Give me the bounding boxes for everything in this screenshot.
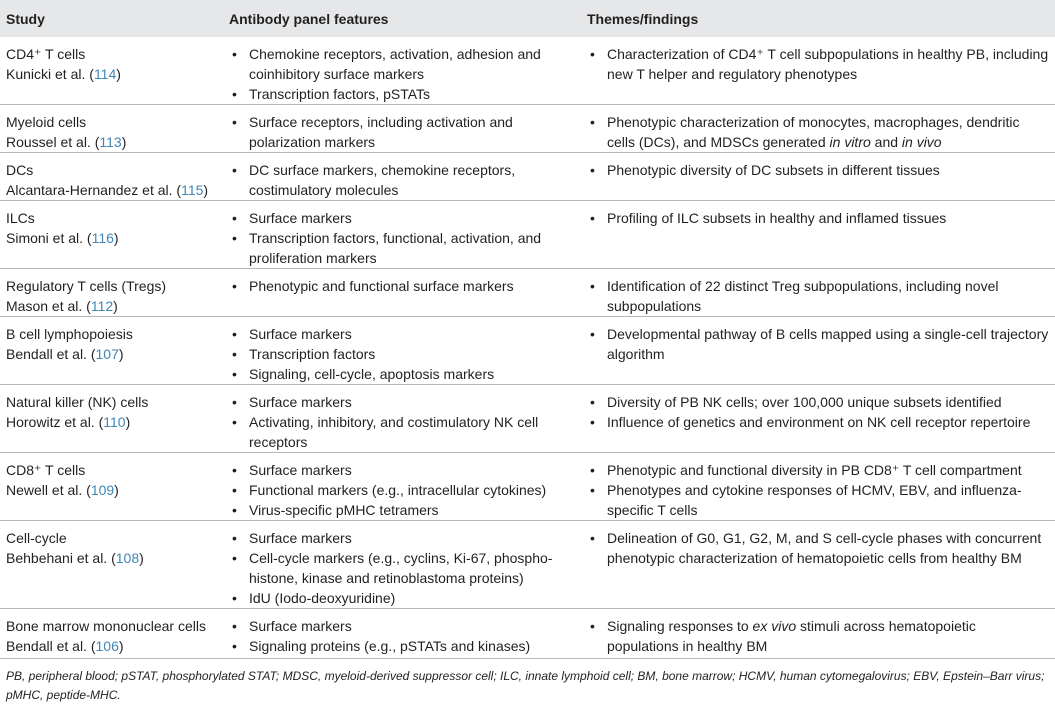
study-cell: [0, 269, 223, 317]
italic-term: ex vivo: [752, 618, 797, 634]
reference-link[interactable]: 109: [90, 482, 115, 498]
study-citation: [6, 636, 217, 656]
study-name: Natural killer (NK) cells: [6, 394, 149, 410]
study-citation: [6, 132, 217, 152]
citation-close: ): [116, 66, 121, 82]
themes-cell: [581, 269, 1055, 317]
header-study: Study: [6, 10, 45, 27]
antibody-list: [229, 276, 575, 296]
list-item: • Surface markers: [229, 324, 575, 344]
themes-list: [587, 160, 1049, 180]
themes-list: [587, 460, 1049, 520]
list-item: • IdU (Iodo-deoxyuridine): [229, 588, 575, 608]
list-item: • Surface receptors, including activation and polarization markers: [229, 112, 575, 152]
text-fragment: Phenotypic characterization of monocytes, macrophages, dendritic cells (DCs), and MDSCs generated: [607, 114, 1020, 150]
themes-list: [587, 208, 1049, 228]
list-item: • Signaling, cell-cycle, apoptosis markers: [229, 364, 575, 384]
study-name: CD8⁺ T cells: [6, 462, 86, 478]
antibody-list: [229, 392, 575, 452]
study-citation: [6, 344, 217, 364]
antibody-cell: [223, 453, 581, 521]
table-body: [0, 37, 1055, 659]
study-authors: Horowitz et al. (: [6, 414, 104, 430]
list-item: • Phenotypic and functional surface markers: [229, 276, 575, 296]
antibody-cell: [223, 521, 581, 609]
antibody-cell: [223, 201, 581, 269]
themes-cell: [581, 317, 1055, 385]
study-authors: Newell et al. (: [6, 482, 91, 498]
list-item: • Surface markers: [229, 528, 575, 548]
list-item: • Virus-specific pMHC tetramers: [229, 500, 575, 520]
antibody-cell: [223, 269, 581, 317]
reference-link[interactable]: 114: [93, 66, 117, 82]
italic-term: in vivo: [901, 134, 942, 150]
table-row: [0, 37, 1055, 105]
study-authors: Kunicki et al. (: [6, 66, 94, 82]
antibody-list: [229, 616, 575, 656]
antibody-cell: [223, 609, 581, 659]
themes-list: [587, 616, 1049, 656]
themes-cell: [581, 153, 1055, 201]
table-row: [0, 609, 1055, 659]
list-item: • Surface markers: [229, 616, 575, 636]
study-cell: [0, 521, 223, 609]
antibody-list: [229, 324, 575, 384]
list-item: • Transcription factors: [229, 344, 575, 364]
list-item: • Identification of 22 distinct Treg subpopulations, including novel subpopulations: [587, 276, 1049, 316]
study-cell: [0, 37, 223, 105]
study-name: B cell lymphopoiesis: [6, 326, 133, 342]
themes-cell: [581, 105, 1055, 153]
study-name: Regulatory T cells (Tregs): [6, 278, 167, 294]
citation-close: ): [118, 638, 124, 654]
study-authors: Alcantara-Hernandez et al. (: [6, 182, 182, 198]
list-item: • Cell-cycle markers (e.g., cyclins, Ki-67, phospho-histone, kinase and retinoblastoma proteins): [229, 548, 575, 588]
study-authors: Bendall et al. (: [6, 346, 96, 362]
reference-link[interactable]: 106: [95, 638, 119, 654]
table-row: [0, 317, 1055, 385]
list-item: • Surface markers: [229, 208, 575, 228]
antibody-list: [229, 460, 575, 520]
themes-cell: [581, 201, 1055, 269]
table-row: [0, 453, 1055, 521]
themes-list: [587, 324, 1049, 364]
list-item: • Developmental pathway of B cells mapped using a single-cell trajectory algorithm: [587, 324, 1049, 364]
table-header-row: [0, 0, 1055, 37]
antibody-list: [229, 160, 575, 200]
table-row: [0, 269, 1055, 317]
themes-list: [587, 276, 1049, 316]
citation-close: ): [113, 230, 119, 246]
text-fragment: Signaling responses to: [607, 618, 753, 634]
list-item: • Influence of genetics and environment on NK cell receptor repertoire: [587, 412, 1049, 432]
reference-link[interactable]: 115: [181, 182, 204, 198]
italic-term: in vitro: [829, 134, 871, 150]
study-citation: [6, 480, 217, 500]
study-authors: Behbehani et al. (: [6, 550, 116, 566]
citation-close: ): [118, 346, 124, 362]
table-row: [0, 385, 1055, 453]
study-citation: [6, 180, 217, 200]
list-item: • Chemokine receptors, activation, adhesion and coinhibitory surface markers: [229, 44, 575, 84]
citation-close: ): [121, 134, 127, 150]
text-fragment: and: [870, 134, 902, 150]
list-item: • Profiling of ILC subsets in healthy and inflamed tissues: [587, 208, 1049, 228]
themes-cell: [581, 37, 1055, 105]
study-cell: [0, 105, 223, 153]
list-item: • Phenotypic and functional diversity in PB CD8⁺ T cell compartment: [587, 460, 1049, 480]
antibody-cell: [223, 317, 581, 385]
study-citation: [6, 64, 217, 84]
study-cell: [0, 153, 223, 201]
study-cell: [0, 609, 223, 659]
citation-close: ): [113, 298, 118, 314]
study-citation: [6, 296, 217, 316]
list-item: • Delineation of G0, G1, G2, M, and S cell-cycle phases with concurrent phenotypic characterization of hematopoietic cells from healthy BM: [587, 528, 1049, 568]
header-themes: Themes/findings: [587, 10, 699, 27]
list-item: • Characterization of CD4⁺ T cell subpopulations in healthy PB, including new T helper and regulatory phenotypes: [587, 44, 1049, 84]
table-row: [0, 201, 1055, 269]
citation-close: ): [125, 414, 131, 430]
antibody-cell: [223, 37, 581, 105]
citation-close: ): [139, 550, 144, 566]
table-footnote: PB, peripheral blood; pSTAT, phosphorylated STAT; MDSC, myeloid-derived suppressor cell; ILC, innate lymphoid cell; BM, bone marrow; HCMV, human cytomegalovirus; EBV, Epstein–Barr virus; pMHC, peptide-MHC.: [6, 669, 1045, 702]
reference-link[interactable]: 107: [95, 346, 119, 362]
list-item: • DC surface markers, chemokine receptors, costimulatory molecules: [229, 160, 575, 200]
antibody-cell: [223, 105, 581, 153]
study-name: Myeloid cells: [6, 114, 87, 130]
list-item: • Activating, inhibitory, and costimulatory NK cell receptors: [229, 412, 575, 452]
reference-link[interactable]: 110: [103, 414, 126, 430]
themes-cell: [581, 385, 1055, 453]
list-item: • Surface markers: [229, 392, 575, 412]
reference-link[interactable]: 113: [99, 134, 122, 150]
antibody-cell: [223, 385, 581, 453]
antibody-list: [229, 208, 575, 268]
study-authors: Roussel et al. (: [6, 134, 100, 150]
antibody-list: [229, 528, 575, 608]
citation-close: ): [114, 482, 119, 498]
list-item: • Surface markers: [229, 460, 575, 480]
antibody-list: [229, 112, 575, 152]
themes-cell: [581, 453, 1055, 521]
themes-list: [587, 112, 1049, 152]
study-name: Cell-cycle: [6, 530, 67, 546]
study-cell: [0, 201, 223, 269]
reference-link[interactable]: 112: [90, 298, 114, 314]
study-cell: [0, 317, 223, 385]
list-item: • Phenotypic diversity of DC subsets in different tissues: [587, 160, 1049, 180]
reference-link[interactable]: 116: [91, 230, 114, 246]
list-item: • Functional markers (e.g., intracellular cytokines): [229, 480, 575, 500]
study-name: DCs: [6, 162, 34, 178]
antibody-cell: [223, 153, 581, 201]
table-row: [0, 105, 1055, 153]
list-item: [587, 616, 1049, 656]
list-item: • Signaling proteins (e.g., pSTATs and kinases): [229, 636, 575, 656]
themes-list: [587, 44, 1049, 84]
study-authors: Mason et al. (: [6, 298, 91, 314]
list-item: • Transcription factors, functional, activation, and proliferation markers: [229, 228, 575, 268]
study-citation: [6, 412, 217, 432]
study-citation: [6, 548, 217, 568]
list-item: [587, 112, 1049, 152]
table-row: [0, 521, 1055, 609]
antibody-list: [229, 44, 575, 104]
study-name: CD4⁺ T cells: [6, 46, 86, 62]
header-antibody-panel: Antibody panel features: [229, 10, 389, 27]
table-row: [0, 153, 1055, 201]
citation-close: ): [203, 182, 209, 198]
list-item: • Phenotypes and cytokine responses of HCMV, EBV, and influenza-specific T cells: [587, 480, 1049, 520]
text-fragment: stimuli across hematopoietic populations in healthy BM: [607, 618, 976, 654]
study-cell: [0, 453, 223, 521]
themes-cell: [581, 521, 1055, 609]
study-name: ILCs: [6, 210, 35, 226]
study-name: Bone marrow mononuclear cells: [6, 618, 206, 634]
study-authors: Simoni et al. (: [6, 230, 92, 246]
list-item: • Diversity of PB NK cells; over 100,000 unique subsets identified: [587, 392, 1049, 412]
study-citation: [6, 228, 217, 248]
themes-cell: [581, 609, 1055, 659]
list-item: • Transcription factors, pSTATs: [229, 84, 575, 104]
reference-link[interactable]: 108: [115, 550, 140, 566]
themes-list: [587, 528, 1049, 568]
themes-list: [587, 392, 1049, 432]
study-authors: Bendall et al. (: [6, 638, 96, 654]
study-cell: [0, 385, 223, 453]
